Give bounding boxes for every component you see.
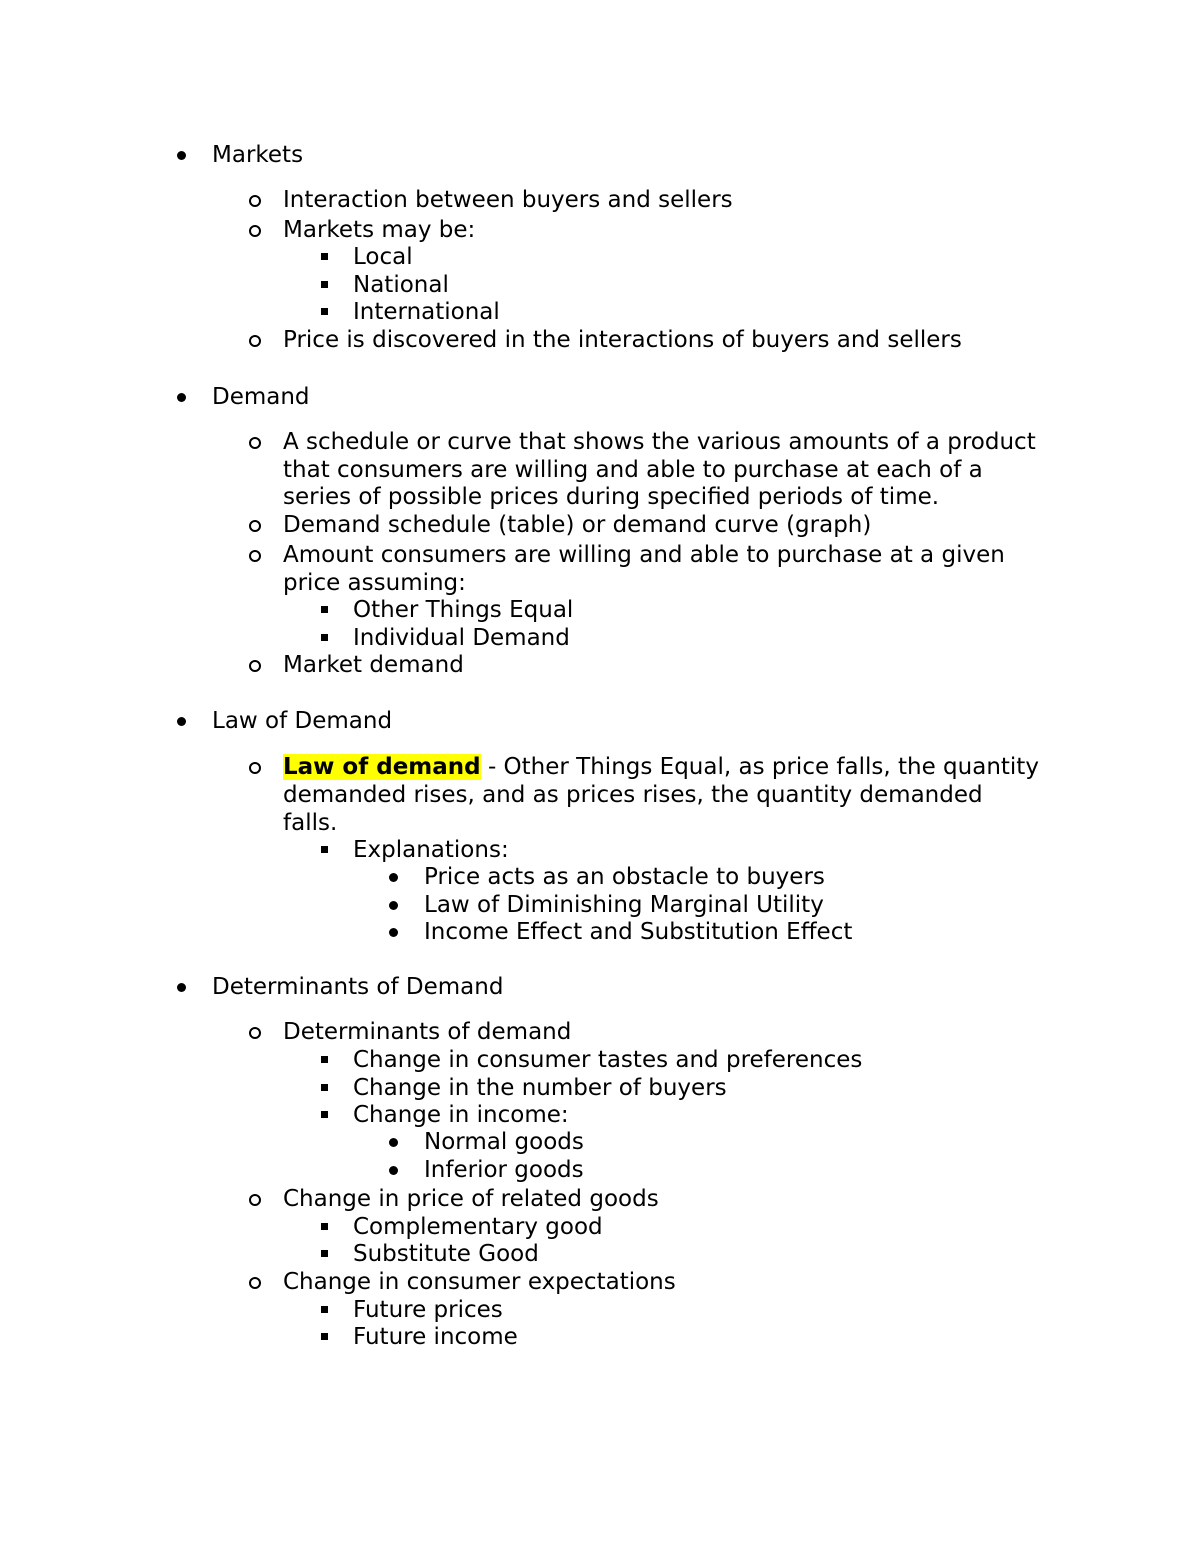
bullet-square <box>317 298 333 326</box>
bullet-hollow <box>247 1018 263 1046</box>
list-item: Other Things Equal <box>353 597 574 623</box>
list-item-continuation: series of possible prices during specified periods of time. <box>283 484 940 510</box>
bullet-solid <box>174 707 190 735</box>
list-item: Change in consumer tastes and preferences <box>353 1047 863 1073</box>
list-item: Market demand <box>283 652 464 678</box>
bullet-solid <box>386 918 402 946</box>
bullet-square <box>317 1296 333 1324</box>
list-item: Individual Demand <box>353 625 570 651</box>
list-item: Law of Diminishing Marginal Utility <box>424 892 824 918</box>
bullet-square <box>317 596 333 624</box>
bullet-square <box>317 1323 333 1351</box>
section-heading-markets: Markets <box>212 142 304 168</box>
list-item: International <box>353 299 500 325</box>
bullet-hollow <box>247 541 263 569</box>
bullet-hollow <box>247 186 263 214</box>
list-item: Substitute Good <box>353 1241 539 1267</box>
list-item: Price is discovered in the interactions of buyers and sellers <box>283 327 962 353</box>
bullet-square <box>317 243 333 271</box>
bullet-square <box>317 836 333 864</box>
bullet-square <box>317 1074 333 1102</box>
bullet-square <box>317 1046 333 1074</box>
bullet-hollow <box>247 216 263 244</box>
list-item-continuation: falls. <box>283 810 338 836</box>
bullet-solid <box>386 1128 402 1156</box>
law-definition: - Other Things Equal, as price falls, the quantity <box>480 754 1039 780</box>
bullet-solid <box>386 863 402 891</box>
list-item: Change in income: <box>353 1102 569 1128</box>
bullet-solid <box>174 141 190 169</box>
bullet-solid <box>386 891 402 919</box>
section-heading-law-of-demand: Law of Demand <box>212 708 393 734</box>
bullet-hollow <box>247 326 263 354</box>
list-item <box>283 753 1039 781</box>
bullet-square <box>317 271 333 299</box>
list-item: Interaction between buyers and sellers <box>283 187 733 213</box>
list-item-continuation: price assuming: <box>283 570 466 596</box>
list-item: Complementary good <box>353 1214 603 1240</box>
list-item: Future income <box>353 1324 518 1350</box>
list-item: Price acts as an obstacle to buyers <box>424 864 825 890</box>
list-item: National <box>353 272 449 298</box>
bullet-solid <box>174 973 190 1001</box>
bullet-hollow <box>247 1185 263 1213</box>
list-item-continuation: that consumers are willing and able to purchase at each of a <box>283 457 983 483</box>
list-item: Normal goods <box>424 1129 584 1155</box>
list-item: Determinants of demand <box>283 1019 572 1045</box>
bullet-hollow <box>247 428 263 456</box>
list-item: Local <box>353 244 413 270</box>
bullet-hollow <box>247 1268 263 1296</box>
bullet-hollow <box>247 651 263 679</box>
bullet-square <box>317 624 333 652</box>
highlighted-term: Law of demand <box>283 754 481 780</box>
bullet-hollow <box>247 511 263 539</box>
bullet-square <box>317 1240 333 1268</box>
section-heading-determinants: Determinants of Demand <box>212 974 504 1000</box>
section-heading-demand: Demand <box>212 384 310 410</box>
list-item: Income Effect and Substitution Effect <box>424 919 853 945</box>
list-item: Amount consumers are willing and able to purchase at a given <box>283 542 1005 568</box>
bullet-square <box>317 1101 333 1129</box>
list-item: Change in the number of buyers <box>353 1075 727 1101</box>
list-item: Markets may be: <box>283 217 476 243</box>
bullet-solid <box>386 1156 402 1184</box>
list-item: Change in consumer expectations <box>283 1269 676 1295</box>
bullet-hollow <box>247 753 263 781</box>
list-item-continuation: demanded rises, and as prices rises, the quantity demanded <box>283 782 983 808</box>
list-item: Future prices <box>353 1297 503 1323</box>
list-item: Inferior goods <box>424 1157 584 1183</box>
bullet-solid <box>174 383 190 411</box>
list-item: A schedule or curve that shows the various amounts of a product <box>283 429 1036 455</box>
bullet-square <box>317 1213 333 1241</box>
list-item: Change in price of related goods <box>283 1186 659 1212</box>
list-item: Demand schedule (table) or demand curve (graph) <box>283 512 872 538</box>
list-item: Explanations: <box>353 837 509 863</box>
